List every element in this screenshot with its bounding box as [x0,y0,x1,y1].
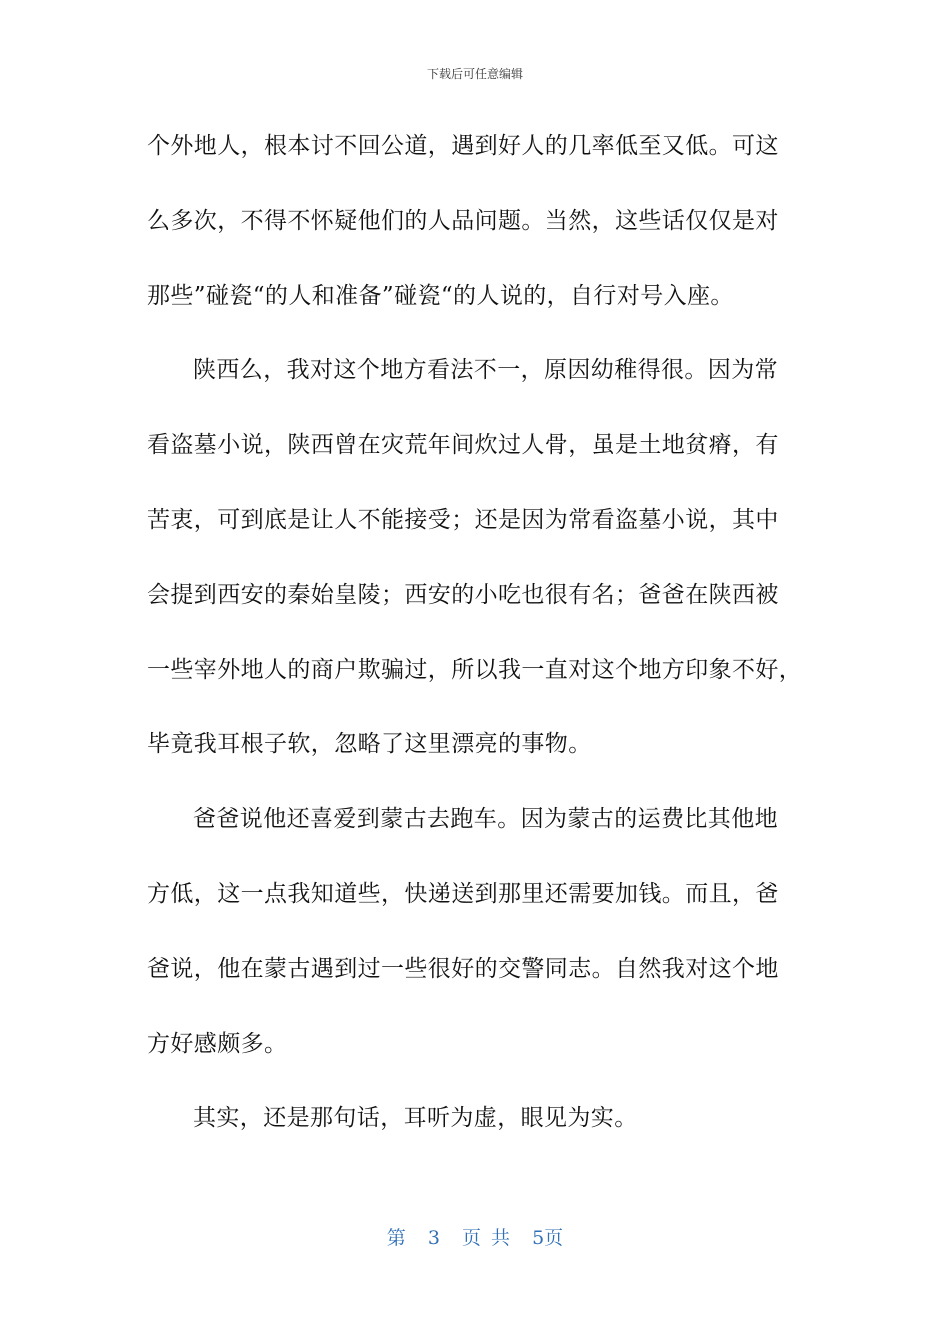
paragraph-start-line: 其实，还是那句话，耳听为虚，眼见为实。 [193,1105,638,1132]
text-line: 一些宰外地人的商户欺骗过，所以我一直对这个地方印象不好， [147,656,803,683]
text-line: 么多次，不得不怀疑他们的人品问题。当然，这些话仅仅是对 [147,207,779,234]
text-line: 毕竟我耳根子软，忽略了这里漂亮的事物。 [147,731,592,758]
footer-prefix: 第 [386,1227,406,1249]
page-number: 3 [427,1227,440,1249]
text-line: 方低，这一点我知道些，快递送到那里还需要加钱。而且，爸 [147,880,779,907]
text-line: 那些”碰瓷“的人和准备”碰瓷“的人说的，自行对号入座。 [147,282,734,309]
page-total: 5页 [532,1227,564,1249]
footer-middle: 页 共 [462,1227,511,1249]
paragraph-start-line: 陕西么，我对这个地方看法不一，原因幼稚得很。因为常 [193,357,778,384]
page-header: 下载后可任意编辑 [426,67,523,81]
paragraph-start-line: 爸爸说他还喜爱到蒙古去跑车。因为蒙古的运费比其他地 [193,806,778,833]
text-line: 方好感颇多。 [147,1030,288,1057]
text-line: 会提到西安的秦始皇陵；西安的小吃也很有名；爸爸在陕西被 [147,581,779,608]
text-line: 苦衷，可到底是让人不能接受；还是因为常看盗墓小说，其中 [147,506,779,533]
document-body [147,120,807,1167]
page-footer [0,1225,950,1251]
text-line: 看盗墓小说，陕西曾在灾荒年间炊过人骨，虽是土地贫瘠，有 [147,432,779,459]
text-line: 爸说，他在蒙古遇到过一些很好的交警同志。自然我对这个地 [147,955,779,982]
text-line: 个外地人，根本讨不回公道，遇到好人的几率低至又低。可这 [147,133,779,159]
